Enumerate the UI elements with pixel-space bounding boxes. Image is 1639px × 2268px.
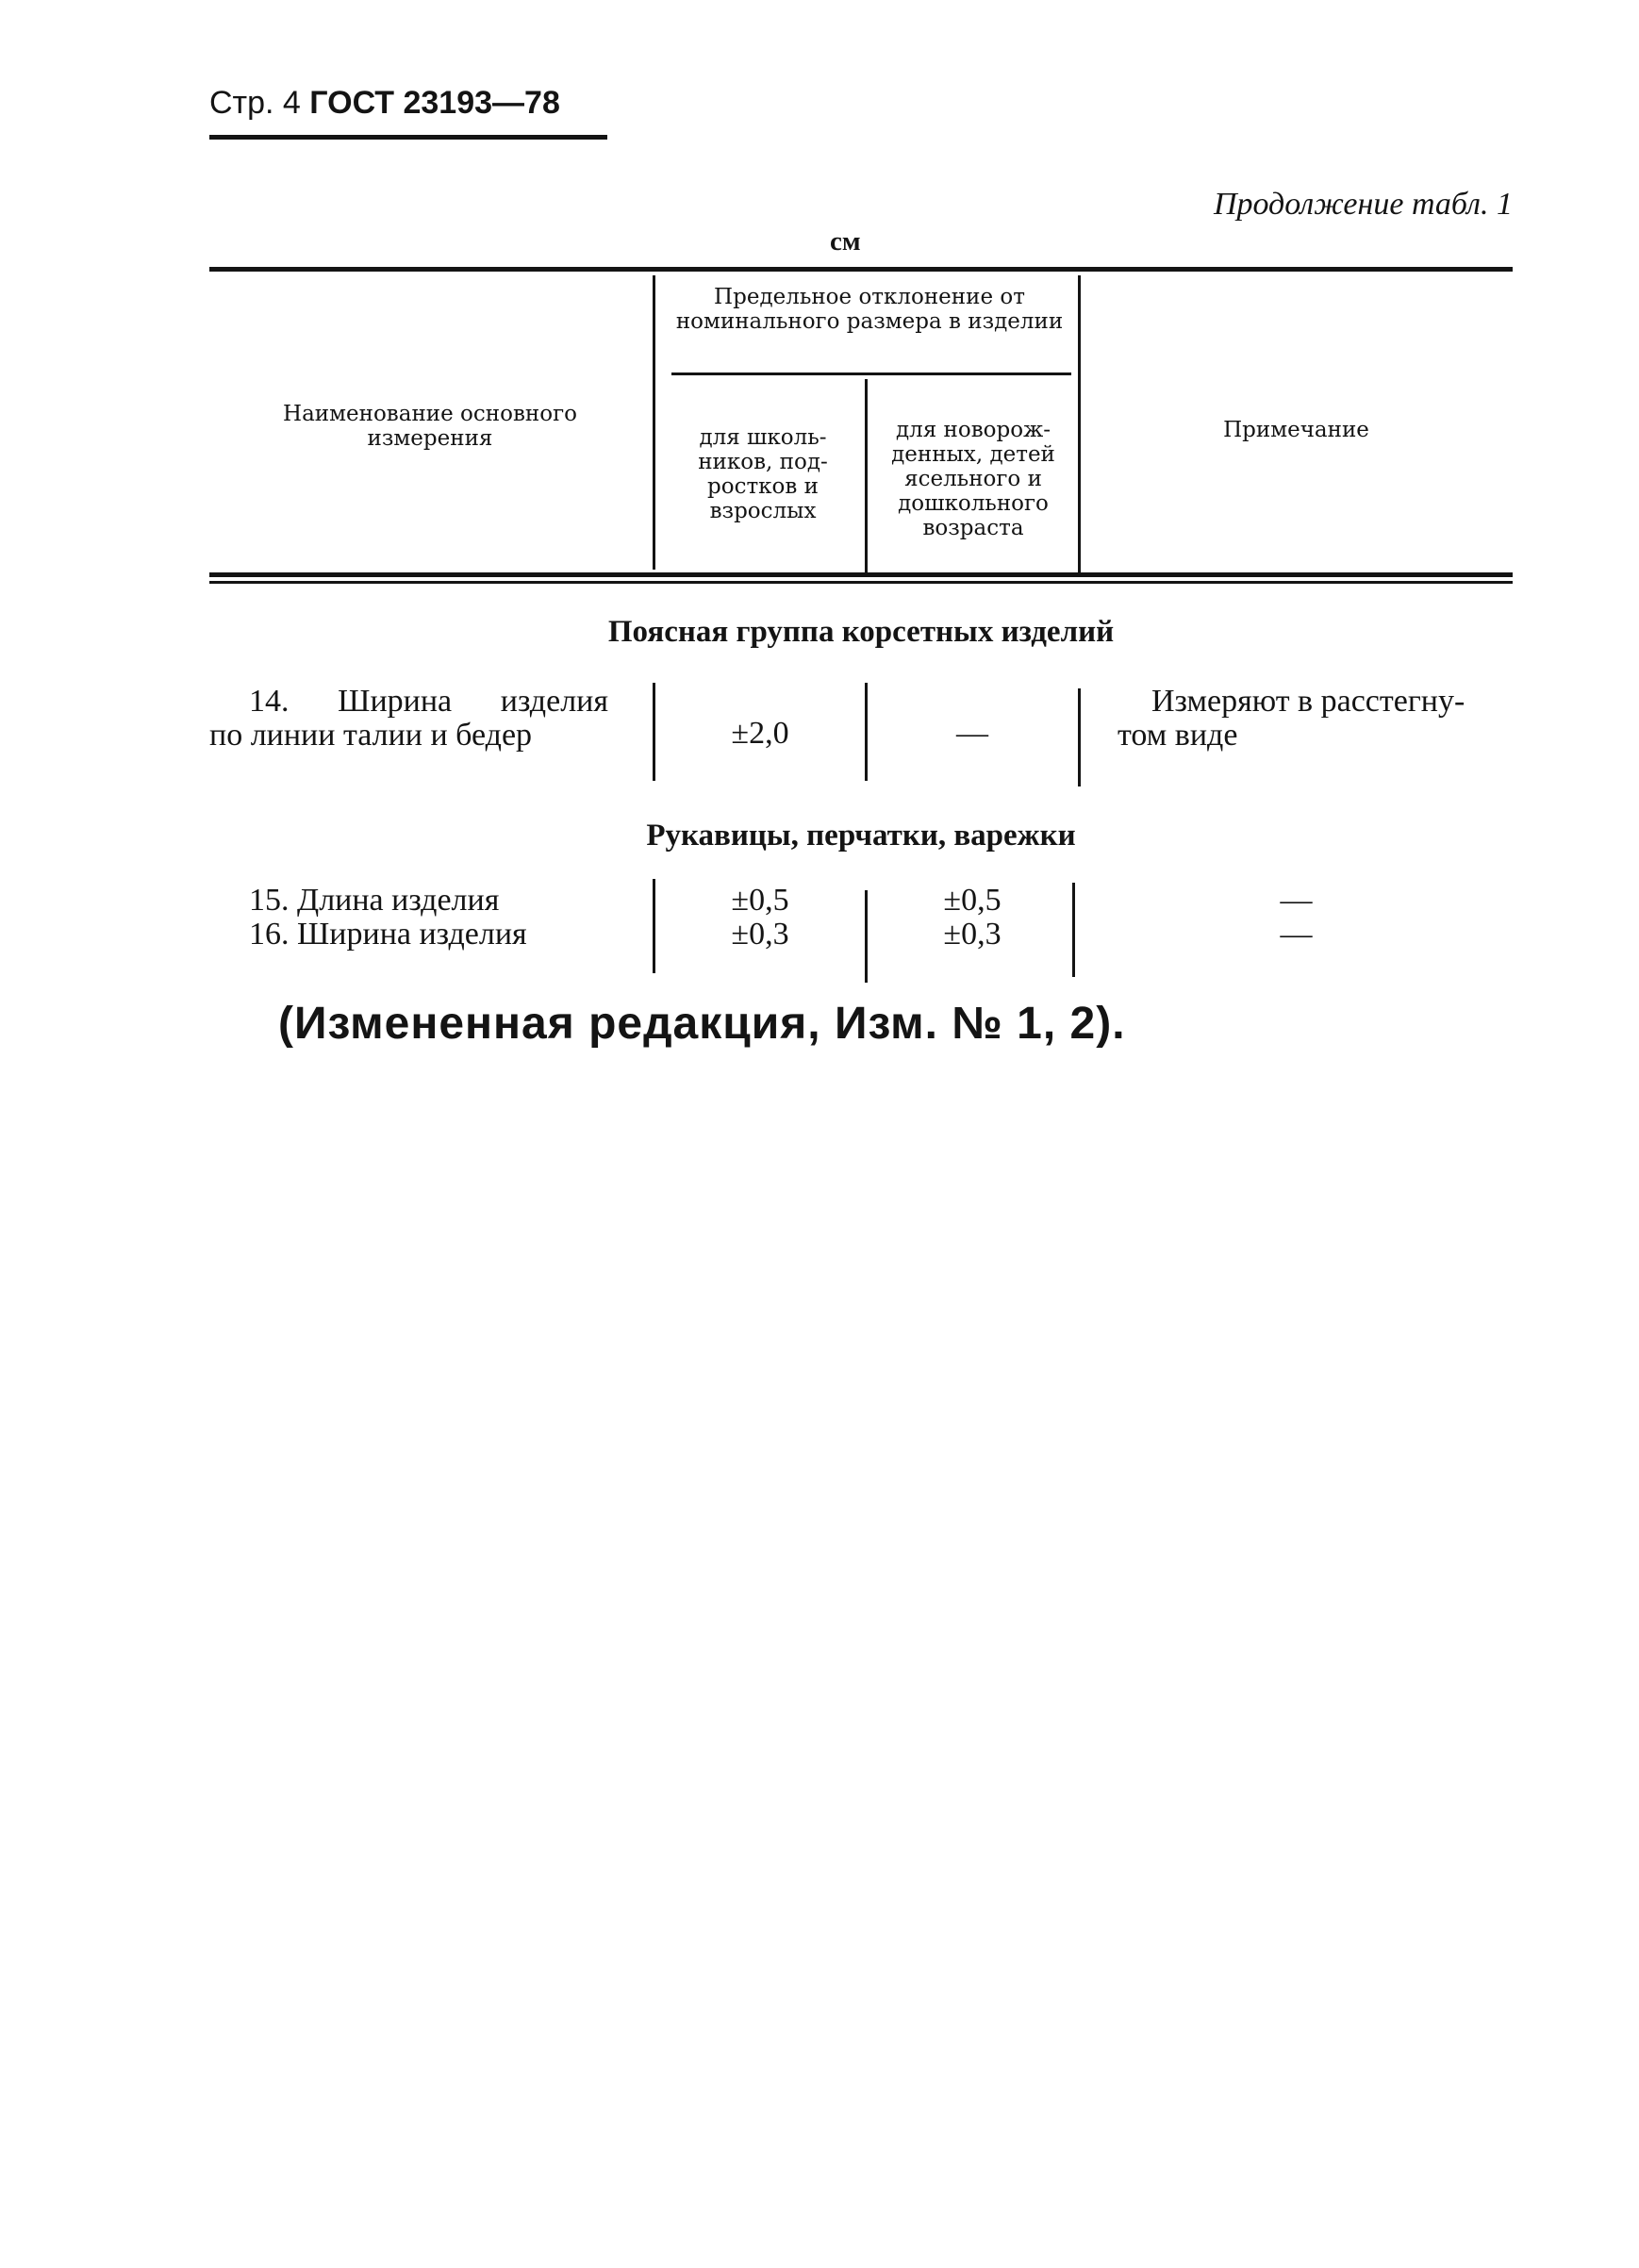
table-divider-1 [653, 275, 655, 570]
row-14-name-line2: по линии талии и бедер [209, 718, 533, 753]
page-header [209, 85, 560, 122]
row-14-divider-3 [1078, 688, 1081, 786]
table-continuation-label: Продолжение табл. 1 [1213, 187, 1513, 222]
row-16-name: 16. Ширина изделия [249, 917, 527, 952]
table-top-rule [209, 267, 1513, 272]
table-divider-2 [865, 379, 868, 577]
column-header-note: Примечание [1223, 418, 1369, 442]
header-rule [209, 135, 607, 140]
row-15-name: 15. Длина изделия [249, 883, 500, 918]
deviation-subheader-rule [671, 372, 1071, 375]
gloves-divider-1 [653, 879, 655, 973]
table-header-bottom-rule-1 [209, 572, 1513, 577]
row-16-note: — [1280, 917, 1313, 952]
gloves-divider-2 [865, 890, 868, 983]
column-header-newborn: для новорож- денных, детей ясельного и дошкольного возраста [891, 418, 1055, 540]
row-14-divider-1 [653, 683, 655, 781]
row-15-newborn: ±0,5 [943, 883, 1002, 918]
amendment-note: (Измененная редакция, Изм. № 1, 2). [278, 999, 1126, 1049]
table-row-14-note [1118, 685, 1523, 753]
table-row-14-name [209, 685, 608, 753]
table-divider-3 [1078, 275, 1081, 577]
row-14-note-line1: Измеряют в расстегну- [1151, 684, 1465, 719]
gloves-divider-3 [1072, 883, 1075, 977]
column-header-deviation: Предельное отклонение от номинального размера в изделии [675, 285, 1064, 334]
row-16-newborn: ±0,3 [943, 917, 1002, 952]
row-15-note: — [1280, 883, 1313, 918]
row-16-school: ±0,3 [731, 917, 789, 952]
column-header-school: для школь- ников, под- ростков и взрослых [698, 425, 828, 523]
row-15-school: ±0,5 [731, 883, 789, 918]
section-title-gloves: Рукавицы, перчатки, варежки [646, 819, 1076, 853]
section-title-waist-corsetry: Поясная группа корсетных изделий [607, 615, 1115, 649]
column-header-measure: Наименование основного измерения [283, 402, 577, 451]
page-number: Стр. 4 [209, 85, 301, 121]
row-14-note-line2: том виде [1118, 718, 1238, 753]
row-14-school: ±2,0 [731, 716, 789, 751]
row-14-divider-2 [865, 683, 868, 781]
table-header-bottom-rule-2 [209, 581, 1513, 584]
table-unit-label: см [830, 226, 861, 257]
row-14-newborn: — [956, 716, 988, 751]
row-14-name-line1: 14. Ширина изделия [249, 684, 608, 719]
standard-number: ГОСТ 23193—78 [309, 85, 560, 121]
